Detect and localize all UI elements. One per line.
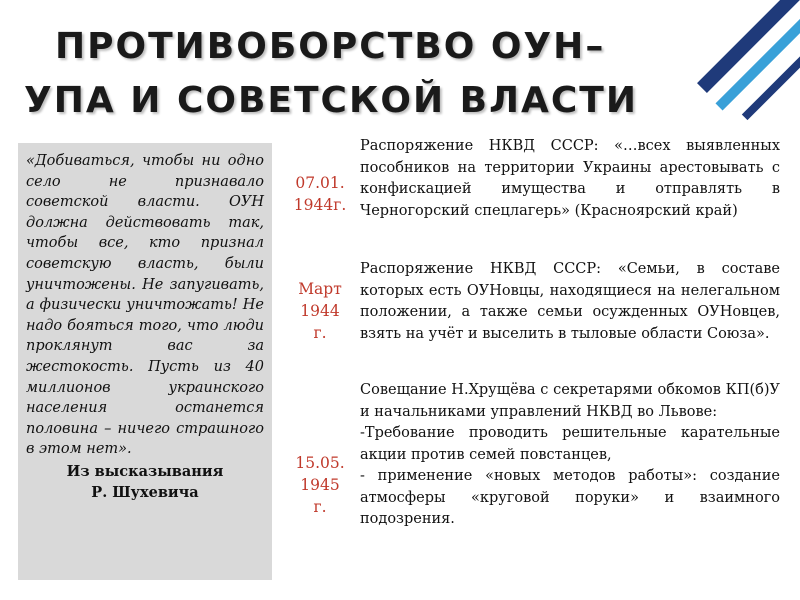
event-date-2-line3: г.	[313, 324, 327, 342]
event-text-2-body: Распоряжение НКВД СССР: «Семьи, в составе которых есть ОУНовцы, находящиеся на нелегальном положении, а также семьи осужденных ОУНовцев, взять на учёт и выселить в тыловые области Союза».	[360, 261, 780, 342]
quote-source-line1: Из высказывания	[66, 462, 224, 480]
event-date-3-line3: г.	[313, 498, 327, 516]
event-date-3-line1: 15.05.	[295, 454, 345, 472]
quote-text: «Добиваться, чтобы ни одно село не признавало советской власти. ОУН должна действовать так, чтобы все, кто признал советскую власть, были уничтожены. Не запугивать, а физически уничтожать! Не надо бояться того, что люди проклянут вас за жестокость. Пусть из 40 миллионов украинского населения останется половина – ничего страшного в этом нет».	[26, 153, 264, 458]
quote-source-line2: Р. Шухевича	[91, 483, 199, 501]
event-text-1-body: Распоряжение НКВД СССР: «…всех выявленных пособников на территории Украины арестовывать с конфискацией имущества и отправлять в Черногорский спецлагерь» (Красноярский край)	[360, 138, 780, 219]
event-date-3-line2: 1945	[300, 476, 340, 494]
event-date-1-line1: 07.01.	[295, 174, 345, 192]
event-text-3-item1: -Требование проводить решительные карательные акции против семей повстанцев,	[360, 425, 780, 463]
page-title-line1: ПРОТИВОБОРСТВО ОУН–	[55, 26, 606, 67]
event-date-3	[280, 452, 360, 518]
event-date-2-line1: Март	[298, 280, 342, 298]
event-date-1	[280, 172, 360, 216]
event-text-1	[360, 136, 780, 222]
event-text-3-item2: - применение «новых методов работы»: создание атмосферы «круговой поруки» и взаимного подозрения.	[360, 468, 780, 527]
event-date-1-line2: 1944г.	[293, 196, 347, 214]
event-date-2	[280, 278, 360, 344]
page-title-line2: УПА И СОВЕТСКОЙ ВЛАСТИ	[24, 80, 638, 121]
event-text-2	[360, 259, 780, 345]
quote-box	[18, 143, 272, 580]
event-text-3-body: Совещание Н.Хрущёва с секретарями обкомов КП(б)У и начальниками управлений НКВД во Львове:	[360, 382, 780, 420]
event-text-3	[360, 380, 780, 531]
event-date-2-line2: 1944	[300, 302, 340, 320]
